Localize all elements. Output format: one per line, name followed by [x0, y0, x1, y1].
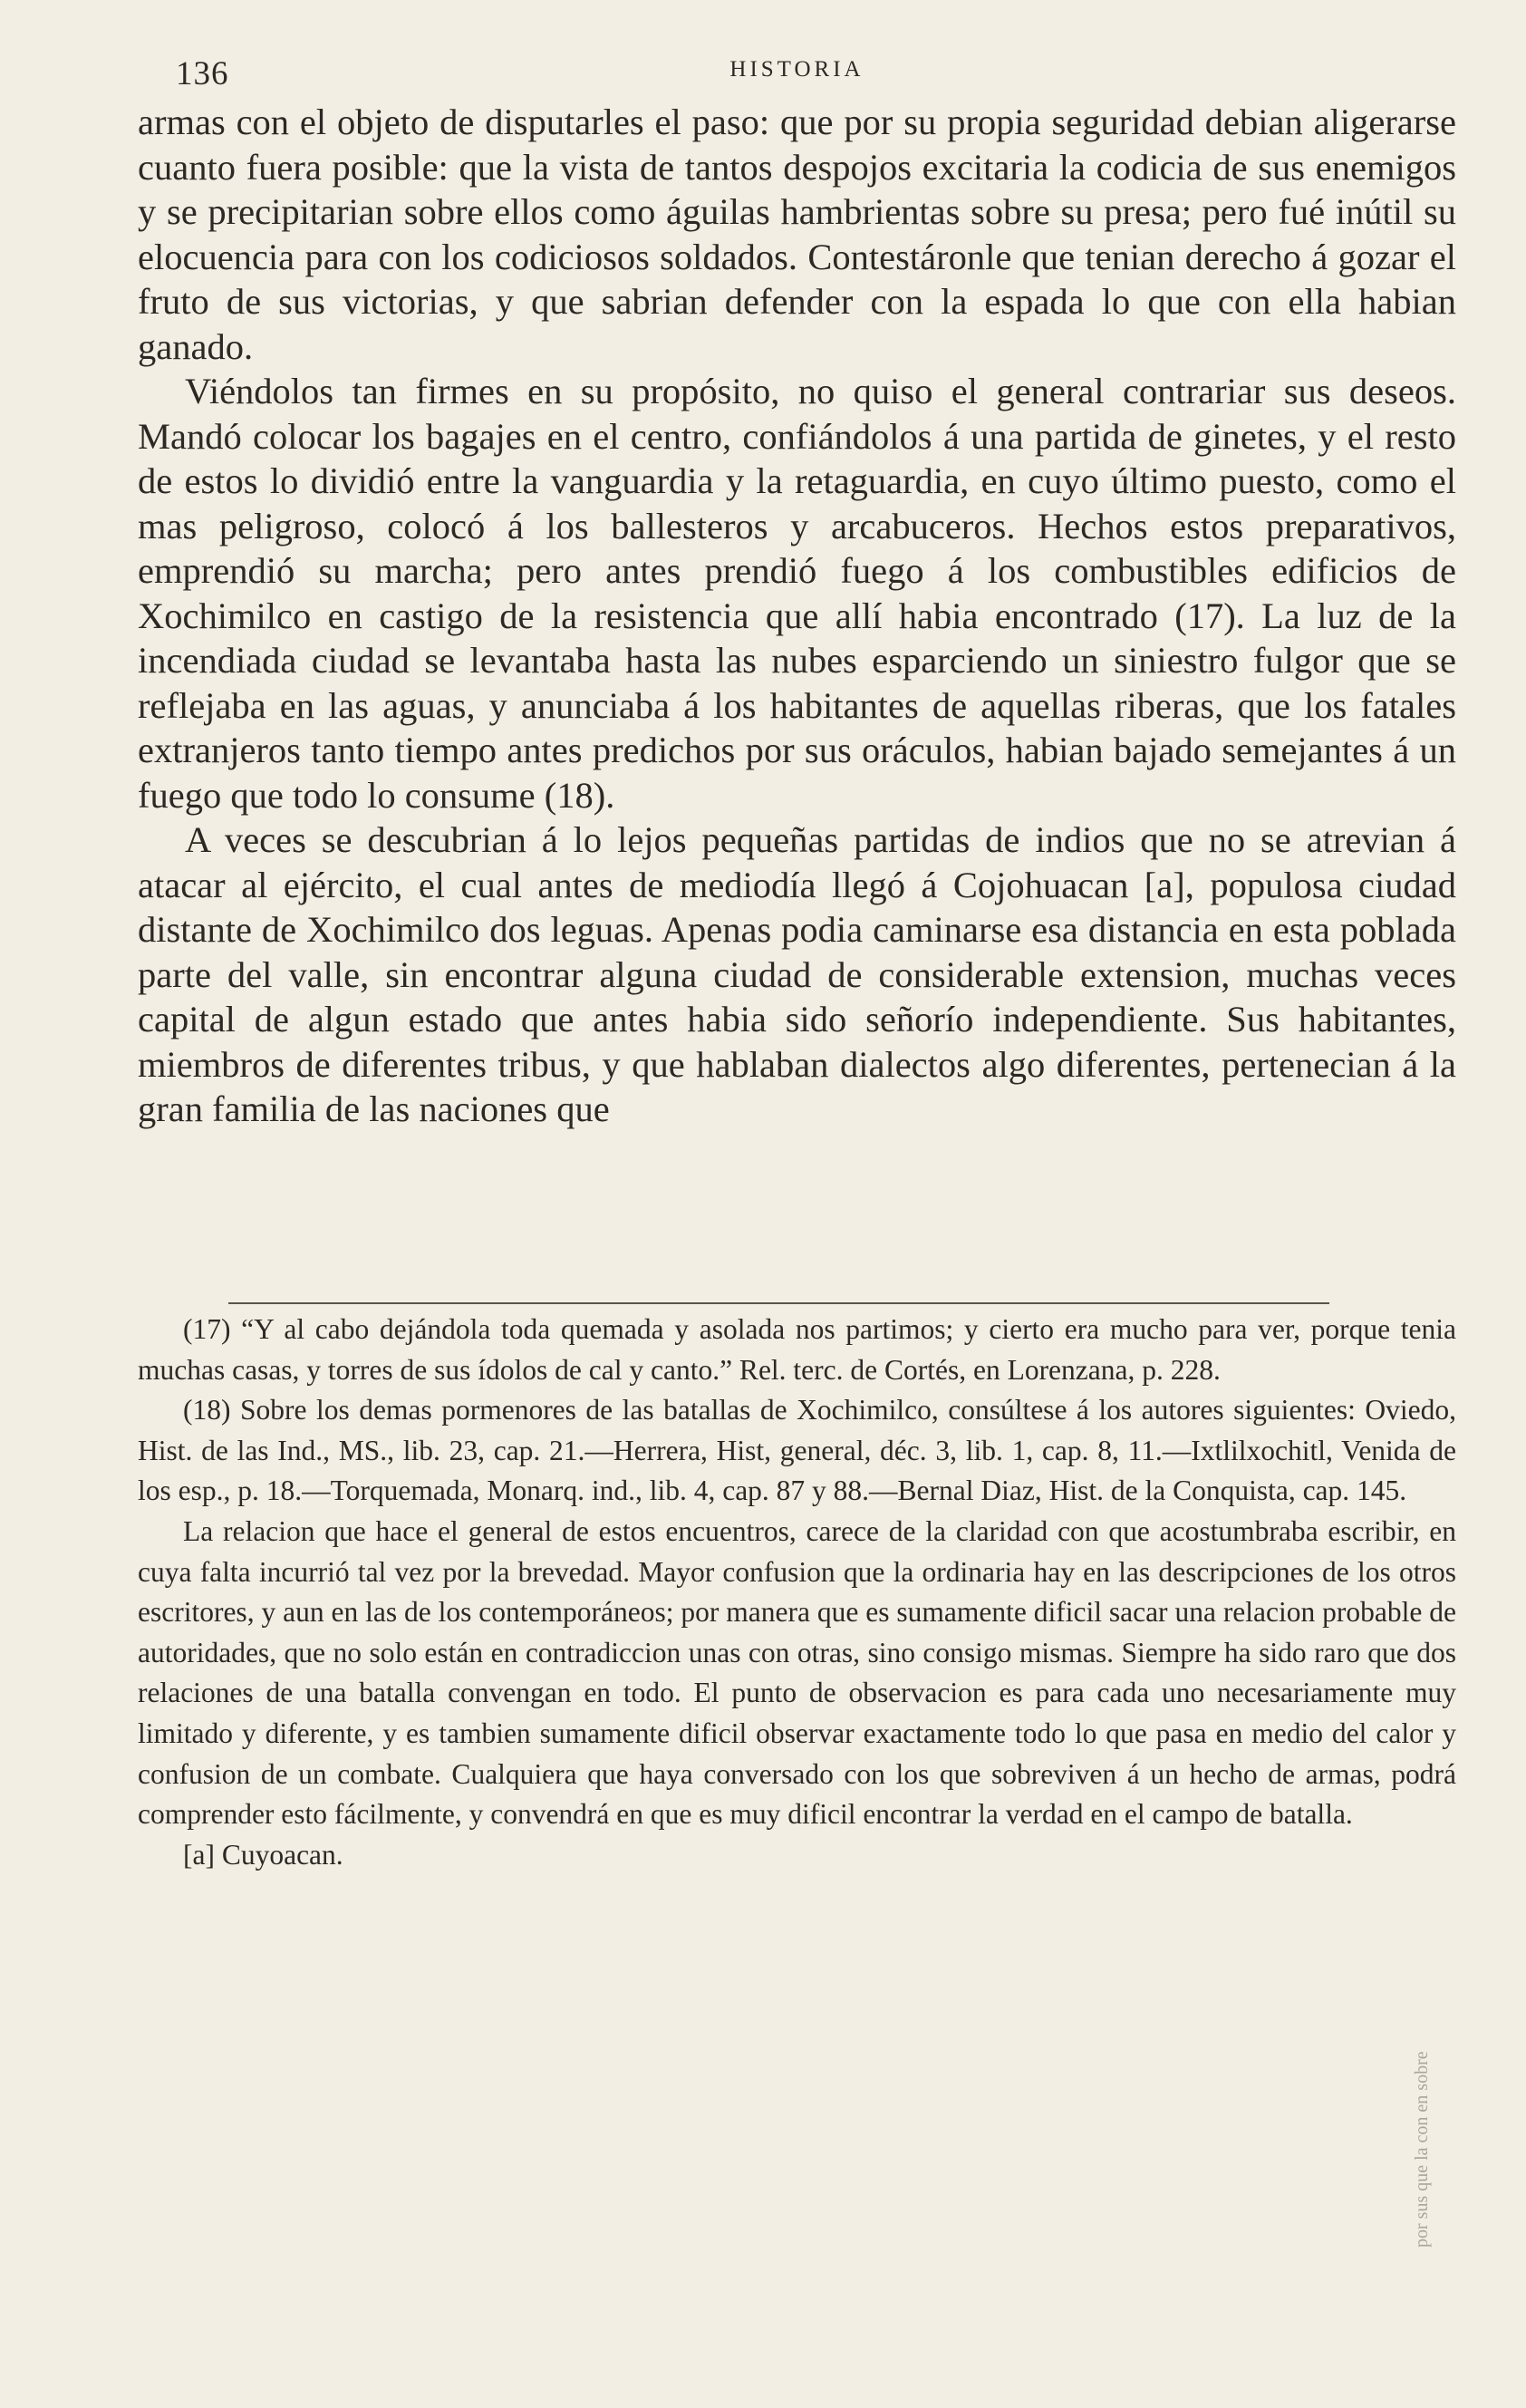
main-text — [138, 100, 1456, 1132]
page-header — [138, 47, 1456, 92]
show-through-text: por sus que la con en sobre — [1412, 2051, 1432, 2248]
footnote-18: (18) Sobre los demas pormenores de las batallas de Xochimilco, consúltese á los autores siguientes: Oviedo, Hist. de las Ind., MS., lib. 23, cap. 21.—Herrera, Hist, general, déc. 3, lib. 1, cap. 8, 11.—Ixtlilxochitl, Venida de los esp., p. 18.—Torquemada, Monarq. ind., lib. 4, cap. 87 y 88.—Bernal Diaz, Hist. de la Conquista, cap. 145. — [138, 1394, 1456, 1507]
footnote-17: (17) “Y al cabo dejándola toda quemada y asolada nos partimos; y cierto era mucho para ver, porque tenia muchas casas, y torres de sus ídolos de cal y canto.” Rel. terc. de Cortés, en Lorenzana, p. 228. — [138, 1313, 1456, 1386]
page-number: 136 — [176, 55, 229, 92]
paragraph: A veces se descubrian á lo lejos pequeñas partidas de indios que no se atrevian á atacar al ejército, el cual antes de mediodía llegó á Cojohuacan [a], populosa ciudad distante de Xochimilco dos leguas. Apenas podia caminarse esa distancia en esta poblada parte del valle, sin encontrar alguna ciudad de considerable extension, muchas veces capital de algun estado que antes habia sido señorío independiente. Sus habitantes, miembros de diferentes tribus, y que hablaban dialectos algo diferentes, pertenecian á la gran familia de las naciones que — [138, 819, 1456, 1129]
footnote-divider — [228, 1302, 1329, 1304]
running-title: HISTORIA — [729, 57, 864, 82]
paragraph: armas con el objeto de disputarles el paso: que por su propia seguridad debian aligerarse cuanto fuera posible: que la vista de tantos despojos excitaria la codicia de sus enemigos y se precipitarian sobre ellos como águilas hambrientas sobre su presa; pero fué inútil su elocuencia para con los codiciosos soldados. Contestáronle que tenian derecho á gozar el fruto de sus victorias, y que sabrian defender con la espada lo que con ella habian ganado. — [138, 102, 1456, 367]
footnotes — [138, 1310, 1456, 1875]
paragraph: Viéndolos tan firmes en su propósito, no quiso el general contrariar sus deseos. Mandó colocar los bagajes en el centro, confiándolos á una partida de ginetes, y el resto de estos lo dividió entre la vanguardia y la retaguardia, en cuyo último puesto, como el mas peligroso, colocó á los ballesteros y arcabuceros. Hechos estos preparativos, emprendió su marcha; pero antes prendió fuego á los combustibles edificios de Xochimilco en castigo de la resistencia que allí habia encontrado (17). La luz de la incendiada ciudad se levantaba hasta las nubes esparciendo un siniestro fulgor que se reflejaba en las aguas, y anunciaba á los habitantes de aquellas riberas, que los fatales extranjeros tanto tiempo antes predichos por sus oráculos, habian bajado semejantes á un fuego que todo lo consume (18). — [138, 371, 1456, 816]
footnote-a: [a] Cuyoacan. — [183, 1838, 343, 1871]
footnote-18-continued: La relacion que hace el general de estos encuentros, carece de la claridad con que acostumbraba escribir, en cuya falta incurrió tal vez por la brevedad. Mayor confusion que la ordinaria hay en las descripciones de los otros escritores, y aun en las de los contemporáneos; por manera que es sumamente dificil sacar una relacion probable de autoridades, que no solo están en contradiccion unas con otras, sino consigo mismas. Siempre ha sido raro que dos relaciones de una batalla convengan en todo. El punto de observacion es para cada uno necesariamente muy limitado y diferente, y es tambien sumamente dificil observar exactamente todo lo que pasa en medio del calor y confusion de un combate. Cualquiera que haya conversado con los que sobreviven á un hecho de armas, podrá comprender esto fácilmente, y convendrá en que es muy dificil encontrar la verdad en el campo de batalla. — [138, 1514, 1456, 1831]
